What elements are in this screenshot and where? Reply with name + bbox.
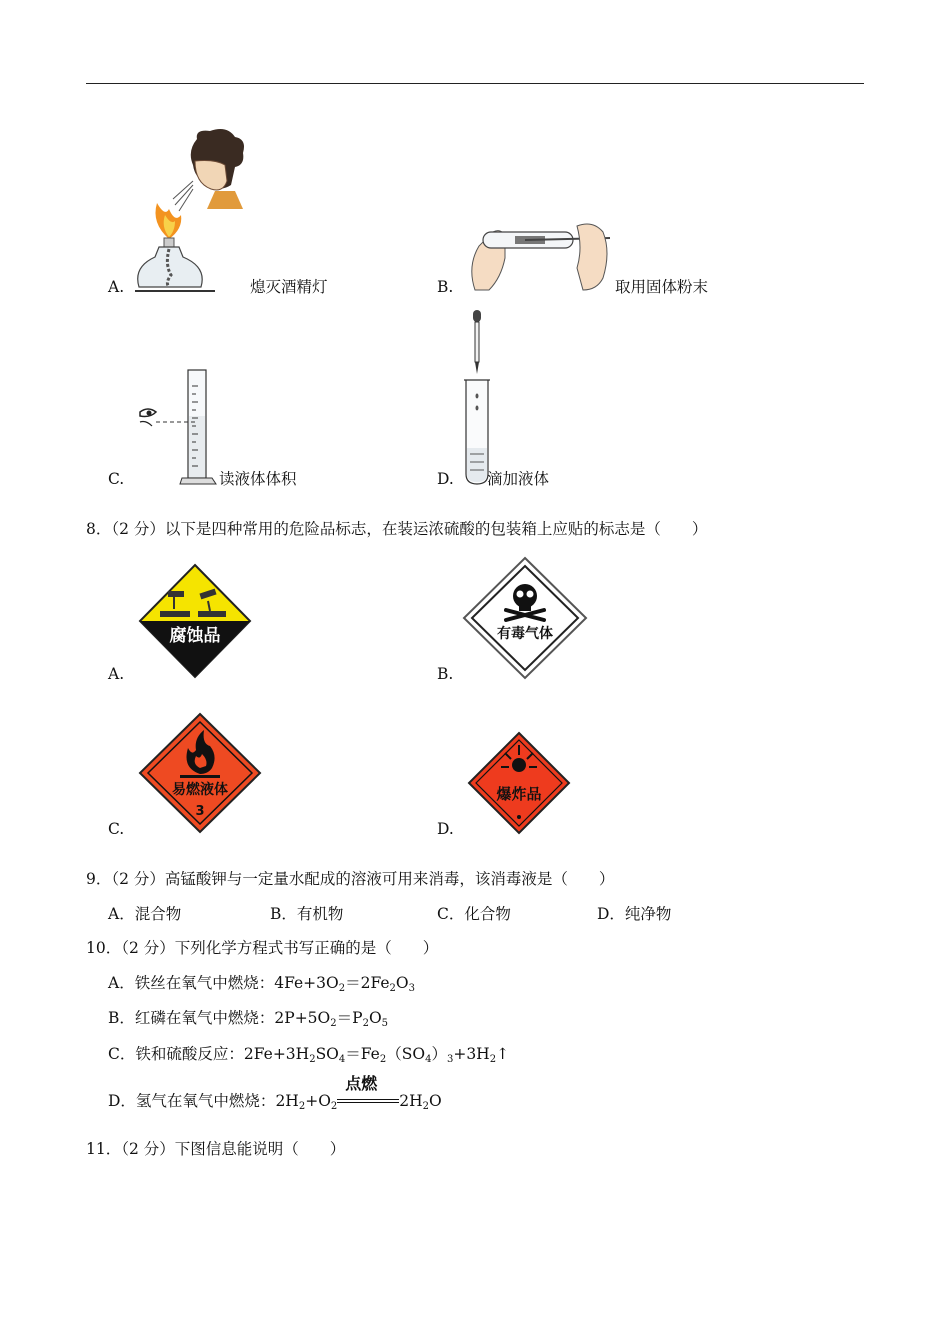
reaction-condition-arrow (337, 1074, 399, 1111)
question-9-stem: 9．（2 分）高锰酸钾与一定量水配成的溶液可用来消毒，该消毒液是（ ） (86, 870, 615, 888)
question-8-stem: 8．（2 分）以下是四种常用的危险品标志，在装运浓硫酸的包装箱上应贴的标志是（ ） (86, 520, 708, 538)
q9-option-c: C．化合物 (437, 905, 511, 923)
q10-option-b-equation: $2P+5O_2=P_2O_5$ (274, 1009, 389, 1029)
header-rule (86, 83, 864, 84)
flammable-liquid-sign-text: 易燃液体 (172, 782, 228, 798)
q8-option-a-letter: A. (108, 665, 125, 683)
q10-option-c-equation: $2Fe+3H_2SO_4=Fe_2(SO_4)_3+3H_2↑$ (243, 1045, 510, 1065)
q10-option-d-prefix: D．氢气在氧气中燃烧： (108, 1092, 276, 1110)
q10-option-a-equation: $4Fe+3O_2=2Fe_2O_3$ (274, 974, 415, 994)
explosive-sign-text: 爆炸品 (496, 785, 542, 803)
explosive-sign (467, 731, 571, 835)
q10-option-a-prefix: A．铁丝在氧气中燃烧： (108, 974, 275, 992)
option-d-letter: D. (437, 470, 454, 488)
q10-option-d-reactants: $2H_2+O_2$ (275, 1092, 338, 1112)
q8-option-d-letter: D. (437, 820, 454, 838)
option-b-caption: 取用固体粉末 (615, 278, 709, 296)
flammable-liquid-sign (138, 712, 262, 834)
q10-option-b (108, 1008, 388, 1034)
flammable-liquid-class-number: 3 (195, 804, 205, 819)
option-a-caption: 熄灭酒精灯 (250, 278, 328, 296)
corrosive-sign (138, 563, 252, 679)
option-a-letter: A. (108, 278, 125, 296)
q10-option-a (108, 973, 415, 999)
q8-option-b-letter: B. (437, 665, 454, 683)
q9-option-d: D．纯净物 (597, 905, 672, 923)
graduated-cylinder-illustration (136, 366, 222, 488)
q10-option-c-prefix: C．铁和硫酸反应： (108, 1045, 244, 1063)
q10-option-d-products: $2H_2O$ (399, 1092, 442, 1112)
toxic-gas-sign-text: 有毒气体 (497, 626, 553, 642)
q9-option-b: B．有机物 (270, 905, 344, 923)
question-10-stem: 10．（2 分）下列化学方程式书写正确的是（ ） (86, 939, 439, 957)
q10-option-c (108, 1044, 509, 1070)
option-d-caption: 滴加液体 (487, 470, 550, 488)
alcohol-lamp-illustration (135, 125, 250, 297)
question-11-stem: 11．（2 分）下图信息能说明（ ） (86, 1140, 346, 1158)
toxic-gas-sign (462, 556, 588, 680)
q10-option-b-prefix: B．红磷在氧气中燃烧： (108, 1009, 275, 1027)
equals-double-line (337, 1099, 399, 1103)
dropper-tube-illustration (462, 308, 492, 488)
reaction-condition-text: 点燃 (345, 1074, 378, 1093)
option-c-caption: 读液体体积 (219, 470, 297, 488)
q8-option-c-letter: C. (108, 820, 125, 838)
q9-option-a: A．混合物 (108, 905, 182, 923)
corrosive-sign-text: 腐蚀品 (169, 626, 221, 646)
powder-tube-illustration (465, 218, 615, 292)
option-c-letter: C. (108, 470, 125, 488)
q10-option-d (108, 1074, 442, 1117)
option-b-letter: B. (437, 278, 454, 296)
